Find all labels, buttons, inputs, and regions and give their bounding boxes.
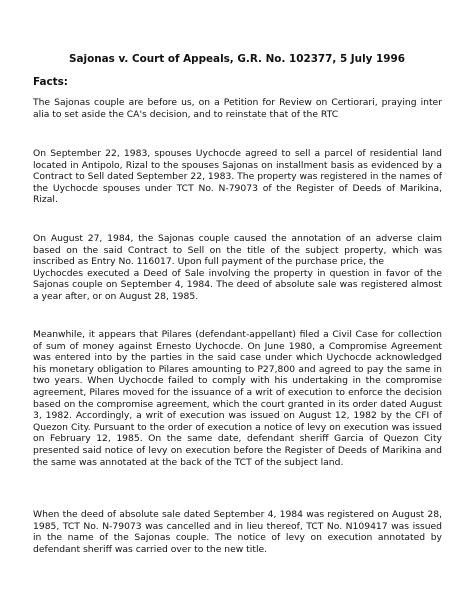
section-heading-facts: Facts:: [33, 76, 68, 88]
paragraph-adverse-claim: On August 27, 1984, the Sajonas couple caused the annotation of an adverse claim based on the said Contract to Sell on the title of the subject property, which was inscribed as Entry No. 116017. Upon full payment of the purchase price, the Uychocdes executed a Deed of Sale involving the property in question in favor of the Sajonas couple on September 4, 1984. The deed of absolute sale was registered almost a year after, or on August 28, 1985.: [33, 233, 442, 302]
paragraph-contract-to-sell: On September 22, 1983, spouses Uychocde agreed to sell a parcel of residential land located in Antipolo, Rizal to the spouses Sajonas on installment basis as evidenced by a Contract to Sell dated September 22, 1983. The property was registered in the names of the Uychocde spouses under TCT No. N-79073 of the Register of Deeds of Marikina, Rizal.: [33, 148, 442, 206]
paragraph-petition: The Sajonas couple are before us, on a Petition for Review on Certiorari, praying inter alia to set aside the CA's decision, and to reinstate that of the RTC: [33, 97, 442, 120]
paragraph-registration: When the deed of absolute sale dated September 4, 1984 was registered on August 28, 1985, TCT No. N-79073 was cancelled and in lieu thereof, TCT No. N109417 was issued in the name of the Sajonas couple. The notice of levy on execution annotated by defendant sheriff was carried over to the new title.: [33, 509, 442, 555]
document-title: Sajonas v. Court of Appeals, G.R. No. 102377, 5 July 1996: [69, 53, 405, 65]
paragraph-civil-case: Meanwhile, it appears that Pilares (defendant-appellant) filed a Civil Case for collection of sum of money against Ernesto Uychocde. On June 1980, a Compromise Agreement was entered into by the parties in the said case under which Uychocde acknowledged his monetary obligation to Pilares amounting to P27,800 and agreed to pay the same in two years. When Uychocde failed to comply with his undertaking in the compromise agreement, Pilares moved for the issuance of a writ of execution to enforce the decision based on the compromise agreement, which the court granted in its order dated August 3, 1982. Accordingly, a writ of execution was issued on August 12, 1982 by the CFI of Quezon City. Pursuant to the order of execution a notice of levy on execution was issued on February 12, 1985. On the same date, defendant sheriff Garcia of Quezon City presented said notice of levy on execution before the Register of Deeds of Marikina and the same was annotated at the back of the TCT of the subject land.: [33, 329, 442, 468]
